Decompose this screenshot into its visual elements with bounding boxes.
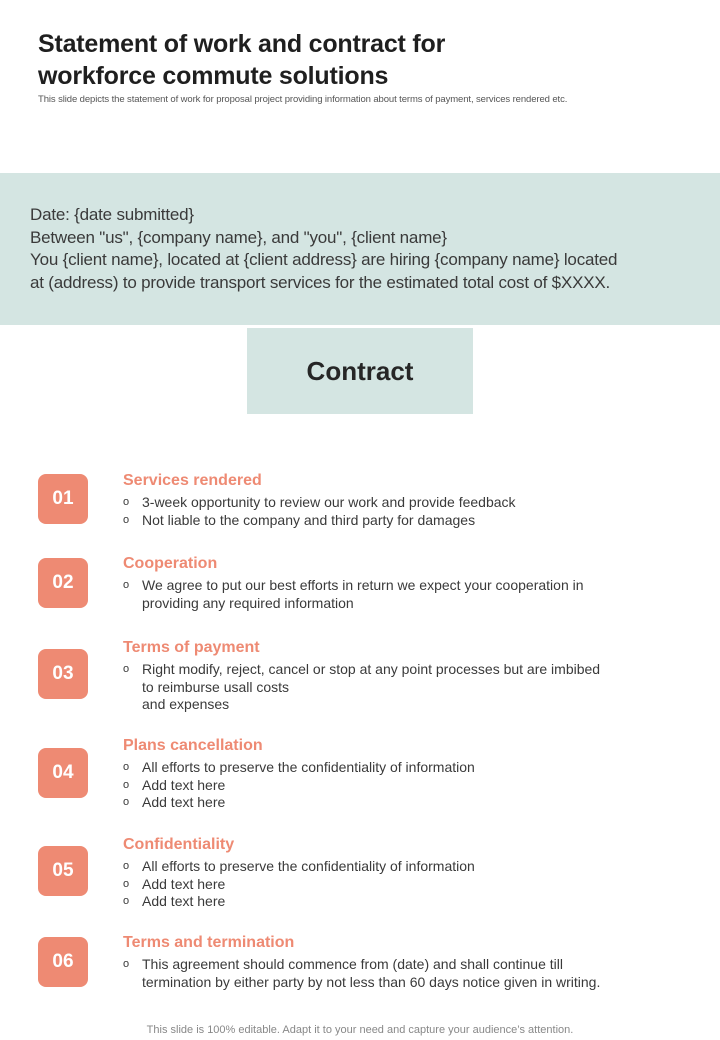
contract-label: Contract <box>306 355 414 386</box>
bullet-text: termination by either party by not less than 60 days notice given in writing. <box>142 973 601 990</box>
bullet-text: Not liable to the company and third party for damages <box>142 511 476 528</box>
section-number-badge: 01 <box>38 474 88 524</box>
bullet-text: and expenses <box>142 696 230 712</box>
bullet-circle-icon: o <box>123 496 130 508</box>
contract-box <box>247 328 473 414</box>
bullet-item <box>123 794 683 812</box>
info-hiring: You {client name}, located at {client address} are hiring {company name} located <box>30 250 618 269</box>
bullet-circle-icon: o <box>123 796 130 808</box>
section-title: Confidentiality <box>123 836 235 853</box>
bullet-text: Right modify, reject, cancel or stop at any point processes but are imbibed <box>142 661 601 677</box>
bullet-item <box>123 858 683 876</box>
section-title: Plans cancellation <box>123 737 263 754</box>
section-bullet-list <box>123 494 683 529</box>
section-title: Terms of payment <box>123 639 260 656</box>
footer-note: This slide is 100% editable. Adapt it to your need and capture your audience’s attention. <box>146 1024 574 1036</box>
info-parties: Between "us", {company name}, and "you", {client name} <box>30 227 447 247</box>
section-title: Cooperation <box>123 555 218 572</box>
bullet-text: This agreement should commence from (date) and shall continue till <box>142 956 563 972</box>
section-number-badge: 03 <box>38 649 88 699</box>
section-number-badge: 04 <box>38 748 88 798</box>
bullet-text: Add text here <box>142 893 226 909</box>
bullet-item <box>123 661 683 714</box>
section-number-badge: 02 <box>38 558 88 608</box>
bullet-item <box>123 777 683 795</box>
bullet-text: Add text here <box>142 776 226 793</box>
section-number-badge: 05 <box>38 846 88 896</box>
page-subtitle: This slide depicts the statement of work for proposal project providing information about terms of payment, services rendered etc. <box>38 94 568 105</box>
bullet-circle-icon: o <box>123 877 130 890</box>
section-bullet-list <box>123 577 683 612</box>
bullet-item <box>123 494 683 512</box>
section-bullet-list <box>123 759 683 812</box>
bullet-item <box>123 956 683 991</box>
bullet-circle-icon: o <box>123 579 130 591</box>
page-title <box>38 28 598 92</box>
bullet-item <box>123 893 683 911</box>
bullet-text: We agree to put our best efforts in return we expect your cooperation in <box>142 577 584 593</box>
bullet-item <box>123 512 683 530</box>
section-title: Terms and termination <box>123 934 295 951</box>
bullet-text: All efforts to preserve the confidentiality of information <box>142 858 475 874</box>
info-date: Date: {date submitted} <box>30 205 194 224</box>
bullet-circle-icon: o <box>123 895 130 907</box>
info-text <box>30 204 710 294</box>
bullet-item <box>123 759 683 777</box>
bullet-circle-icon: o <box>123 663 130 675</box>
section-bullet-list <box>123 661 683 714</box>
bullet-text: 3-week opportunity to review our work and provide feedback <box>142 494 516 510</box>
bullet-item <box>123 876 683 894</box>
section-bullet-list <box>123 956 683 991</box>
bullet-circle-icon: o <box>123 958 130 970</box>
section-bullet-list <box>123 858 683 911</box>
section-number-badge: 06 <box>38 937 88 987</box>
bullet-item <box>123 577 683 612</box>
bullet-text: providing any required information <box>142 594 354 611</box>
bullet-text: Add text here <box>142 875 226 892</box>
bullet-circle-icon: o <box>123 761 130 773</box>
section-title: Services rendered <box>123 472 262 489</box>
bullet-circle-icon: o <box>123 778 130 791</box>
bullet-circle-icon: o <box>123 513 130 526</box>
bullet-circle-icon: o <box>123 860 130 872</box>
page-title-line1: Statement of work and contract for <box>38 30 446 58</box>
info-cost: at (address) to provide transport services for the estimated total cost of $XXXX. <box>30 272 611 292</box>
page-title-line2: workforce commute solutions <box>38 62 389 90</box>
bullet-text: All efforts to preserve the confidentiality of information <box>142 759 475 775</box>
bullet-text: to reimburse usall costs <box>142 678 290 695</box>
bullet-text: Add text here <box>142 794 226 810</box>
